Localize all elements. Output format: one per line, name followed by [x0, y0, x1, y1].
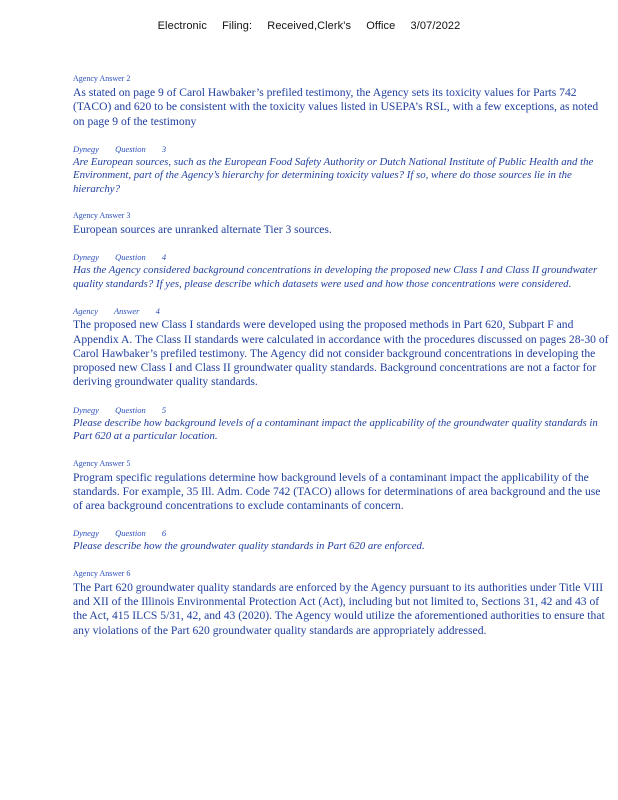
question-5-text: Please describe how background levels of a contaminant impact the applicability of the groundwater quality standards in Part 620 at a particular location. — [73, 416, 598, 443]
answer-6-label: Agency Answer 6 — [73, 568, 131, 578]
answer-6-block — [73, 568, 611, 638]
answer-5-text: Program specific regulations determine how background levels of a contaminant impact the applicability of the standards. For example, 35 Ill. Adm. Code 742 (TACO) allows for determinations of area background and the use of area background concentrations to exclude contaminants of concern. — [73, 470, 601, 513]
question-4-block — [73, 251, 611, 291]
answer-2-block — [73, 73, 611, 129]
question-4-text: Has the Agency considered background concentrations in developing the proposed new Class I and Class II groundwater quality standards? If yes, please describe which datasets were used and how those concentrations were considered. — [73, 264, 598, 290]
question-5-block — [73, 404, 611, 444]
header-office: Office — [366, 20, 396, 32]
question-4-label: Dynegy Question 4 — [73, 252, 167, 263]
answer-2-text: As stated on page 9 of Carol Hawbaker’s prefiled testimony, the Agency sets its toxicity values for Parts 742 (TACO) and 620 to be consistent with the toxicity values listed in USEPA’s RSL, with a few exceptions, as noted on page 9 of the testimony — [73, 86, 599, 128]
answer-5-block — [73, 458, 611, 514]
answer-5-label: Agency Answer 5 — [73, 458, 131, 468]
question-5-label: Dynegy Question 5 — [73, 404, 167, 415]
answer-4-text: The proposed new Class I standards were developed using the proposed methods in Part 620, Subpart F and Appendix A. The Class II standards were calculated in accordance with the procedures discussed on pages 28-30 of Carol Hawbaker’s prefiled testimony. The Agency did not consider background concentrations in developing the proposed new Class I and Class II groundwater quality standards. Background concentrations are not a factor for deriving groundwater quality standards. — [73, 318, 609, 389]
header-filing: Filing: — [222, 20, 253, 32]
question-6-label: Dynegy Question 6 — [73, 528, 167, 539]
question-3-block — [73, 143, 611, 196]
question-6-block — [73, 527, 611, 553]
answer-6-text: The Part 620 groundwater quality standards are enforced by the Agency pursuant to its authorities under Title VIII and XII of the Illinois Environmental Protection Act (Act), including but not limited to, Sections 31, 42 and 43 of the Act, 415 ILCS 5/31, 42, and 43 (2020). The Agency would utilize the aforementioned authorities to ensure that any violations of the Part 620 groundwater quality standards are appropriately addressed. — [73, 580, 605, 637]
answer-4-label: Agency Answer 4 — [73, 306, 160, 317]
header-electronic: Electronic — [157, 20, 207, 32]
header-date: 3/07/2022 — [410, 20, 461, 32]
document-body — [73, 73, 611, 652]
question-6-text: Please describe how the groundwater quality standards in Part 620 are enforced. — [73, 540, 425, 553]
answer-3-label: Agency Answer 3 — [73, 211, 131, 221]
answer-4-block — [73, 305, 611, 389]
question-3-text: Are European sources, such as the European Food Safety Authority or Dutch National Institute of Public Health and the Environment, part of the Agency’s hierarchy for determining toxicity values? If so, where do those sources lie in the hierarchy? — [73, 155, 594, 195]
question-3-label: Dynegy Question 3 — [73, 143, 167, 154]
filing-header — [0, 20, 618, 32]
answer-2-label: Agency Answer 2 — [73, 74, 131, 83]
answer-3-block — [73, 210, 611, 237]
answer-3-text: European sources are unranked alternate Tier 3 sources. — [73, 223, 332, 237]
header-received: Received,Clerk's — [267, 20, 352, 32]
